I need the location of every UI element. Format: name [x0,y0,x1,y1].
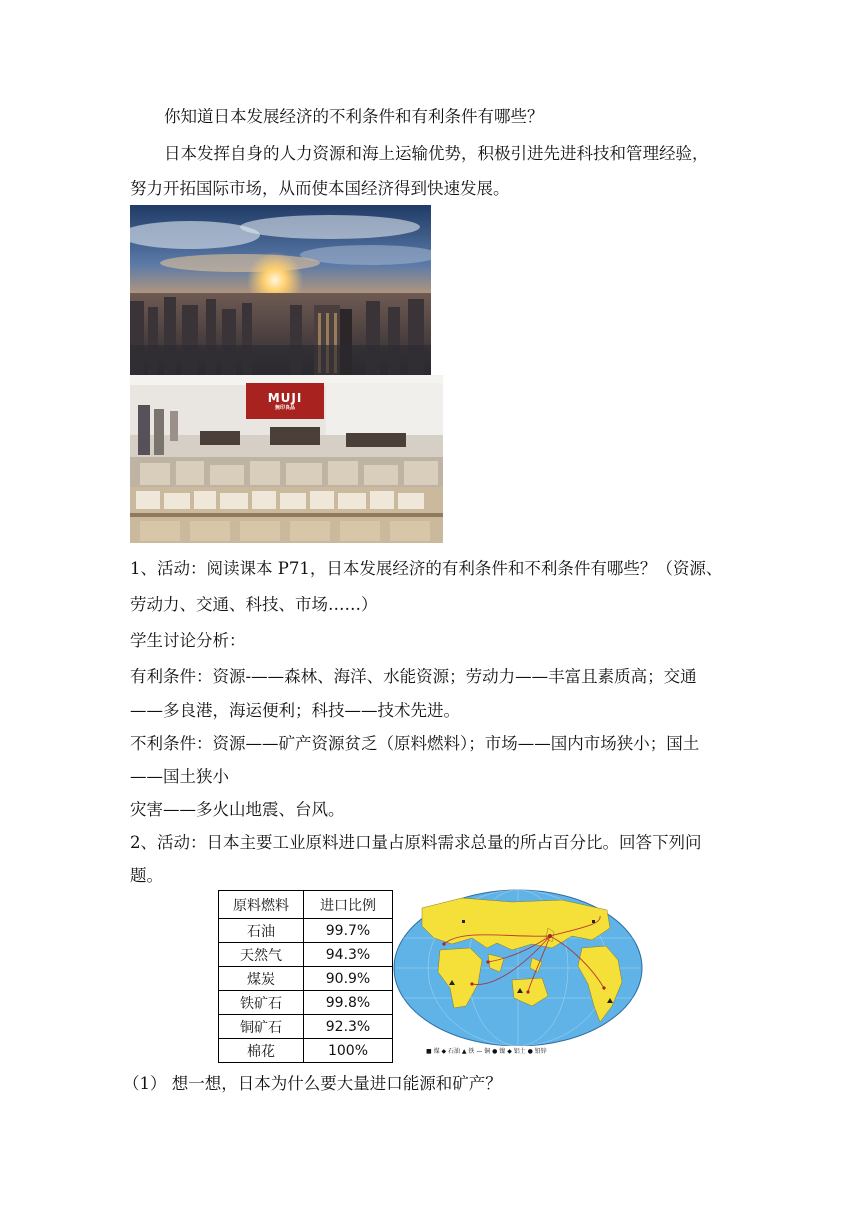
table-cell: 99.7% [304,919,393,943]
table-cell: 100% [304,1039,393,1063]
import-ratio-table [218,890,393,1063]
import-routes-world-map [392,888,644,1058]
table-cell: 92.3% [304,1015,393,1039]
table-row [219,1039,393,1063]
favorable-line2: ——多良港，海运便利；科技——技术先进。 [130,701,460,720]
table-header-row [219,891,393,919]
intro-answer-line2: 努力开拓国际市场，从而使本国经济得到快速发展。 [130,179,510,198]
favorable-line1: 有利条件：资源-——森林、海洋、水能资源；劳动力——丰富且素质高；交通 [130,667,697,686]
table-cell: 90.9% [304,967,393,991]
table-header: 进口比例 [304,891,393,919]
disaster-line: 灾害——多火山地震、台风。 [130,800,345,819]
table-row [219,919,393,943]
activity1-line1: 1、活动：阅读课本 P71，日本发展经济的有利条件和不利条件有哪些？（资源、 [130,559,723,578]
table-cell: 铁矿石 [219,991,304,1015]
table-row [219,1015,393,1039]
table-cell: 94.3% [304,943,393,967]
table-row [219,943,393,967]
table-header: 原料燃料 [219,891,304,919]
table-cell: 煤炭 [219,967,304,991]
question-1: （1） 想一想，日本为什么要大量进口能源和矿产？ [123,1074,502,1093]
activity1-line2: 劳动力、交通、科技、市场……） [130,595,378,614]
map-legend: ■ 煤 ◆ 石油 ▲ 铁 — 铜 ● 镍 ◆ 铝土 ● 铅锌 [426,1048,547,1055]
intro-question: 你知道日本发展经济的不利条件和有利条件有哪些？ [164,107,544,126]
muji-sign-sub: 無印良品 [274,405,295,411]
muji-sign-brand: MUJI [267,391,303,405]
activity2-line1: 2、活动：日本主要工业原料进口量占原料需求总量的所占百分比。回答下列问 [130,833,702,852]
table-row [219,991,393,1015]
unfavorable-line1: 不利条件：资源——矿产资源贫乏（原料燃料）；市场——国内市场狭小；国土 [130,734,700,753]
activity2-line2: 题。 [130,866,163,885]
discussion-heading: 学生讨论分析： [130,631,246,650]
muji-sign [246,383,324,419]
tokyo-cityscape-photo [130,205,431,375]
intro-answer-line1: 日本发挥自身的人力资源和海上运输优势，积极引进先进科技和管理经验， [164,144,709,163]
table-row [219,967,393,991]
table-cell: 棉花 [219,1039,304,1063]
unfavorable-line2: ——国土狭小 [130,767,229,786]
table-cell: 石油 [219,919,304,943]
table-cell: 铜矿石 [219,1015,304,1039]
muji-store-photo [130,375,443,543]
table-cell: 99.8% [304,991,393,1015]
table-cell: 天然气 [219,943,304,967]
